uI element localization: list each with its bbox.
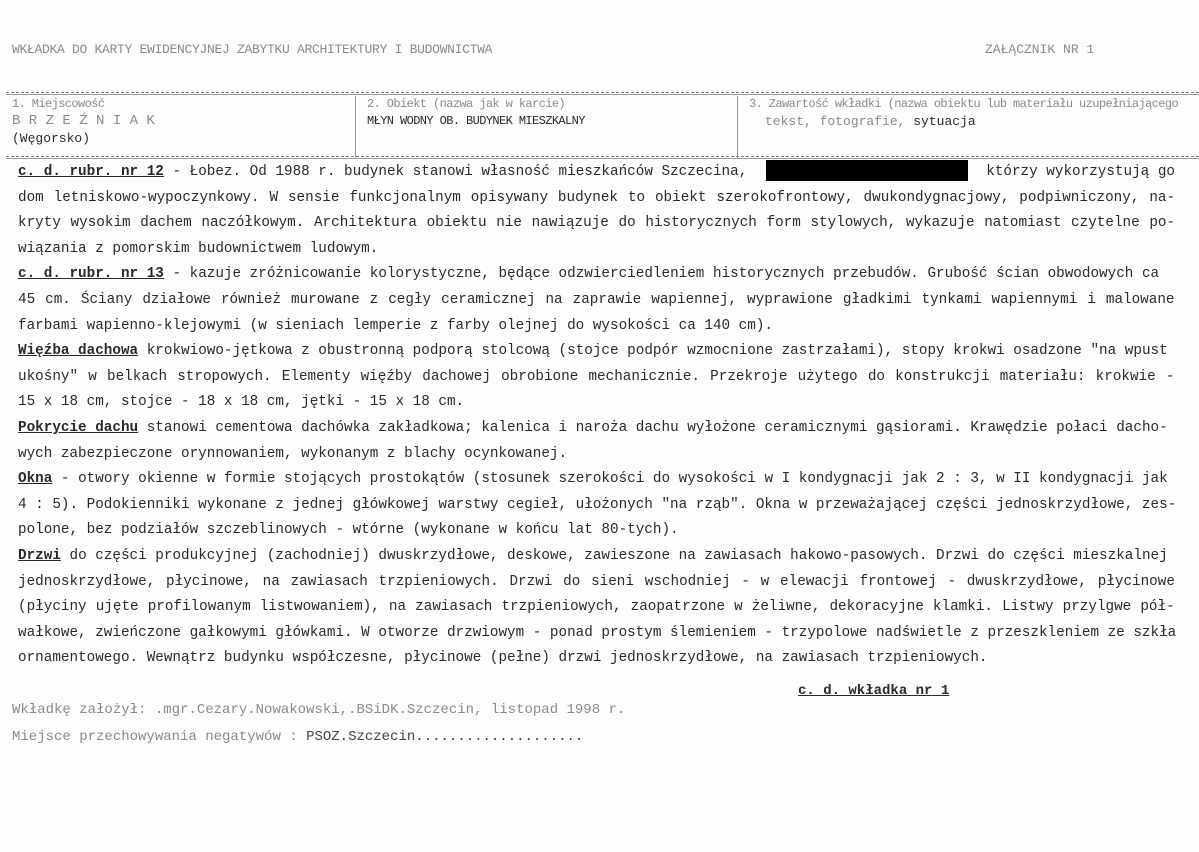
- text-line: - otwory okienne w formie stojących prostokątów (stosunek szerokości do wysokości w I kondygnacji jak 2 : 3, w II kondygnacji jak: [60, 471, 1168, 488]
- text-line: 4 : 5). Podokienniki wykonane z jednej główkowej warstwy cegieł, ułożonych "na rząb". Okna w przeważającej części jednoskrzydłowe, zes-: [18, 496, 1177, 513]
- content-value-a: tekst, fotografie,: [765, 114, 906, 129]
- text-line: ornamentowego. Wewnątrz budynku współczesne, płycinowe (pełne) drzwi jednoskrzydłowe, na zawiasach trzpieniowych.: [18, 650, 988, 667]
- annex-number: ZAŁĄCZNIK NR 1: [985, 42, 1095, 57]
- negatives-label: Miejsce przechowywania negatywów :: [12, 729, 298, 745]
- object-value: MŁYN WODNY OB. BUDYNEK MIESZKALNY: [367, 114, 585, 128]
- place-subvalue: (Węgorsko): [12, 131, 91, 146]
- founder-value: .mgr.Cezary.Nowakowski,.BSiDK.Szczecin, listopad 1998 r.: [154, 702, 626, 718]
- text-line: stanowi cementowa dachówka zakładkowa; kalenica i naroża dachu wyłożone ceramicznymi gąsiorami. Krawędzie połaci dacho-: [146, 419, 1168, 436]
- text-line: wych zabezpieczone orynnowaniem, wykonanym z blachy ocynkowanej.: [18, 445, 568, 462]
- text-line: - Łobez. Od 1988 r. budynek stanowi własność mieszkańców Szczecina,: [172, 164, 748, 180]
- redaction-box: [766, 160, 968, 181]
- text-line: 15 x 18 cm, stojce - 18 x 18 cm, jętki - 15 x 18 cm.: [18, 394, 465, 411]
- place-value: B R Z E Ź N I A K: [12, 113, 155, 129]
- text-line: wiązania z pomorskim budownictwem ludowym.: [18, 240, 379, 257]
- continuation-note: [798, 683, 949, 699]
- text-line: polone, bez podziałów szczeblinowych - wtórne (wykonane w końcu lat 80-tych).: [18, 522, 679, 539]
- text-line: jednoskrzydłowe, płycinowe, na zawiasach trzpieniowych. Drzwi do sieni wschodniej - w elewacji frontowej - dwuskrzydłowe, płycinowe: [18, 573, 1175, 590]
- text-line: krokwiowo-jętkowa z obustronną podporą stolcową (stojce podpór wzmocnione zastrzałami), stopy krokwi osadzone "na wpust: [146, 343, 1168, 360]
- document-body: [18, 160, 1175, 672]
- text-line: farbami wapienno-klejowymi (w sieniach lemperie z farby olejnej do wysokości ca 140 cm).: [18, 317, 773, 334]
- founder-line: [12, 702, 625, 718]
- section-label: Drzwi: [18, 547, 61, 564]
- text-line: - kazuje zróżnicowanie kolorystyczne, będące odzwierciedleniem historycznych przebudów. Grubość ścian obwodowych ca: [172, 266, 1160, 283]
- section-label: c. d. rubr. nr 13: [18, 266, 164, 283]
- text-line: kryty wysokim dachem naczółkowym. Architektura obiektu nie nawiązuje do historycznych form stylowych, wykazuje natomiast czytelne po-: [18, 215, 1176, 232]
- content-value-b: sytuacja: [913, 114, 976, 129]
- text-line: do części produkcyjnej (zachodniej) dwuskrzydłowe, deskowe, zawieszone na zawiasach hakowo-pasowych. Drzwi do części mieszkalnej: [69, 547, 1168, 564]
- object-label: 2. Obiekt (nazwa jak w karcie): [367, 97, 566, 111]
- document-title: WKŁADKA DO KARTY EWIDENCYJNEJ ZABYTKU ARCHITEKTURY I BUDOWNICTWA: [12, 42, 493, 57]
- place-label: 1. Miejscowość: [12, 97, 105, 111]
- negatives-line: [12, 729, 583, 745]
- content-label: 3. Zawartość wkładki (nazwa obiektu lub materiału uzupełniającego: [749, 97, 1179, 111]
- object-field: [355, 96, 737, 158]
- text-line: którzy wykorzystują go: [986, 164, 1175, 180]
- place-field: [0, 96, 355, 158]
- section-label: Pokrycie dachu: [18, 419, 139, 436]
- text-line: (płyciny ujęte profilowanym listwowaniem), na zawiasach trzpieniowych, zaopatrzone w żeliwne, dekoracyjne klamki. Listwy przylgwe pół-: [18, 599, 1175, 616]
- section-label: c. d. rubr. nr 12: [18, 164, 164, 180]
- text-line: dom letniskowo-wypoczynkowy. W sensie funkcjonalnym opisywany budynek to obiekt szerokofrontowy, dwukondygnacjowy, podpiwniczony, na-: [18, 189, 1176, 206]
- divider: [6, 92, 1199, 95]
- negatives-value: PSOZ.Szczecin....................: [306, 729, 584, 745]
- content-field: [737, 96, 1199, 158]
- text-line: ukośny" w belkach stropowych. Elementy więźby dachowej obrobione mechanicznie. Przekroje użytego do konstrukcji materiału: krokwie -: [18, 368, 1175, 385]
- text-line: 45 cm. Ściany działowe również murowane z cegły ceramicznej na zaprawie wapiennej, wyprawione gładkimi tynkami wapiennymi i malowane: [18, 291, 1175, 308]
- continuation-label: c. d. wkładka nr 1: [798, 683, 950, 699]
- section-label: Okna: [18, 471, 53, 488]
- section-label: Więźba dachowa: [18, 343, 139, 360]
- text-line: wałkowe, zwieńczone gałkowymi główkami. W otworze drzwiowym - ponad prostym ślemieniem - trzypolowe nadświetle z przeszkleniem ze szkła: [18, 624, 1177, 641]
- founder-label: Wkładkę założył:: [12, 702, 147, 718]
